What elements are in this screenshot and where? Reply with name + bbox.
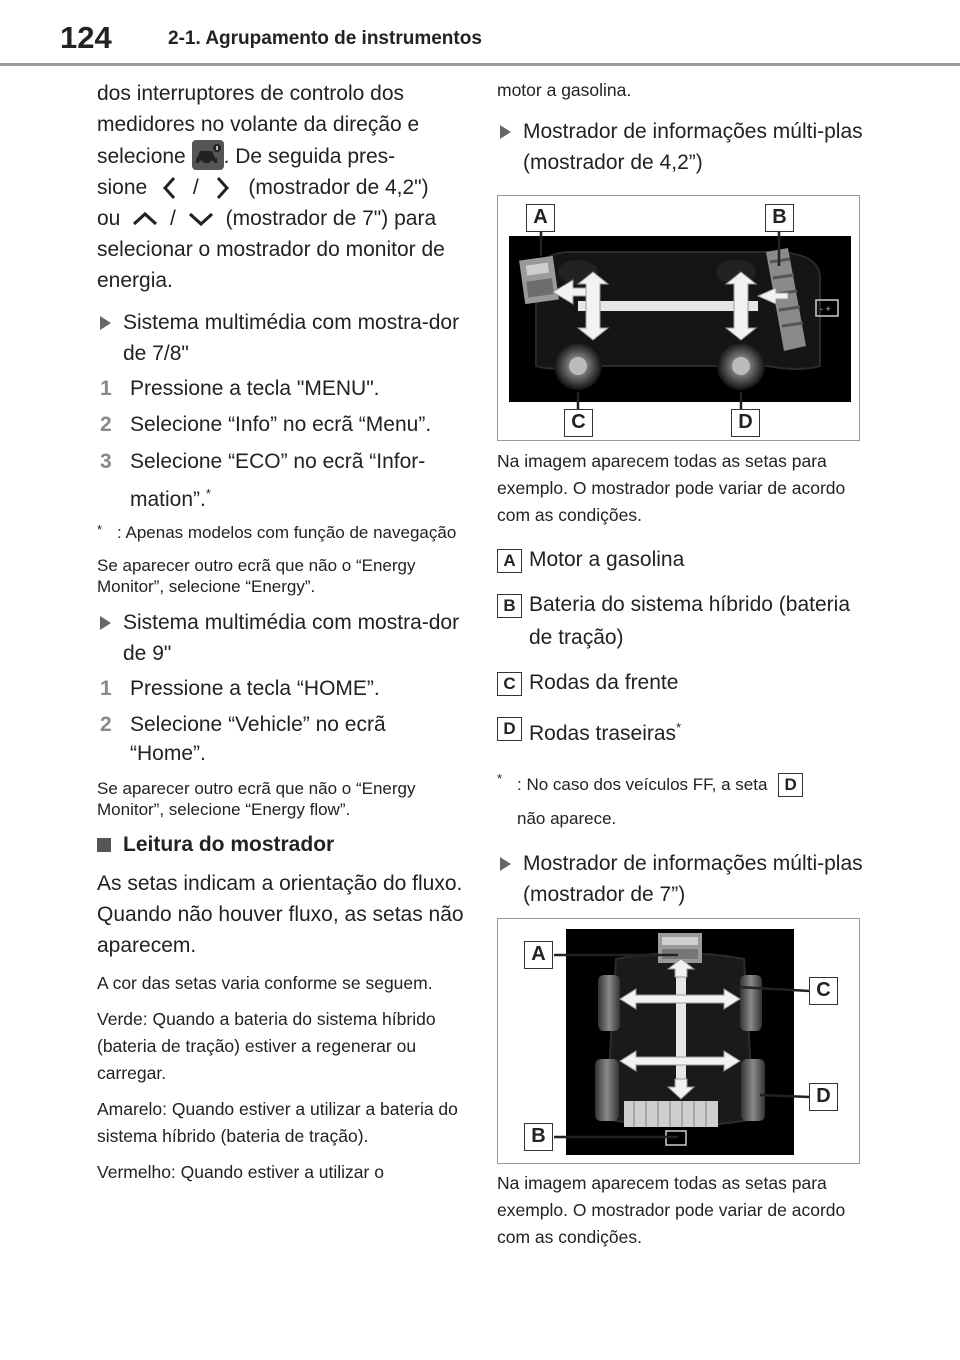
bullet-triangle-icon: [500, 125, 511, 139]
bullet-text: Mostrador de informações múlti-plas (mostrador de 4,2”): [523, 120, 863, 174]
para-flow-direction: As setas indicam a orientação do fluxo. Quando não houver fluxo, as setas não aparecem.: [97, 872, 464, 957]
intro-slash-2: /: [170, 207, 176, 230]
intro-text-3c: (mostrador de 4,2"): [248, 176, 429, 199]
step-item: [97, 446, 467, 516]
legend-key: A: [497, 549, 522, 573]
footnote-marker: *: [676, 720, 682, 735]
legend-text: Rodas da frente: [529, 671, 679, 694]
bullet-multimedia-9: [97, 607, 467, 669]
footnote-text: : No caso dos veículos FF, a seta: [517, 775, 768, 794]
footnote-star: *: [97, 522, 103, 537]
section-heading: [97, 830, 467, 860]
page-header: [0, 0, 960, 64]
intro-text-5: selecionar o mostrador do monitor de energia.: [97, 238, 445, 292]
legend-key: C: [497, 672, 522, 696]
intro-paragraph: [97, 78, 467, 296]
step-number: 2: [100, 413, 112, 436]
section-title: 2-1. Agrupamento de instrumentos: [168, 28, 482, 49]
figure2-label-d: D: [809, 1083, 838, 1111]
intro-slash-1: /: [192, 176, 199, 199]
step-text: Pressione a tecla “HOME”.: [130, 677, 380, 700]
heading-square-icon: [97, 838, 111, 852]
figure2-caption: Na imagem aparecem todas as setas para exemplo. O mostrador pode variar de acordo com as condições.: [497, 1173, 846, 1247]
footnote-marker: *: [205, 486, 211, 501]
note-energy-flow: Se aparecer outro ecrã que não o “Energy Monitor”, selecione “Energy flow”.: [97, 779, 416, 819]
intro-text-4c: (mostrador de 7") para: [225, 207, 437, 230]
legend-item-a: [497, 543, 867, 576]
bullet-text: Mostrador de informações múlti-plas (mostrador de 7”): [523, 852, 863, 906]
legend-item-b: [497, 588, 867, 654]
bullet-text: Sistema multimédia com mostra-dor de 9": [123, 611, 460, 665]
legend-text: Bateria do sistema híbrido (bateria de tração): [529, 593, 850, 649]
para-green: Verde: Quando a bateria do sistema híbrido (bateria de tração) estiver a regenerar ou carregar.: [97, 1009, 436, 1083]
intro-text-4a: ou: [97, 207, 121, 230]
chevron-left-icon: [157, 175, 183, 201]
step-text: Selecione “ECO” no ecrã “Infor-mation”.: [130, 450, 426, 511]
step-item: [97, 410, 467, 439]
legend-item-d: [497, 711, 867, 750]
note-energy-monitor: Se aparecer outro ecrã que não o “Energy Monitor”, selecione “Energy”.: [97, 556, 416, 596]
bullet-triangle-icon: [100, 316, 111, 330]
para-yellow: Amarelo: Quando estiver a utilizar a bateria do sistema híbrido (bateria de tração).: [97, 1099, 458, 1146]
step-text: Selecione “Vehicle” no ecrã “Home”.: [130, 713, 386, 765]
intro-text-3a: sione: [97, 176, 148, 199]
bullet-triangle-icon: [500, 857, 511, 871]
heading-text: Leitura do mostrador: [123, 833, 335, 856]
step-text: Selecione “Info” no ecrã “Menu”.: [130, 413, 432, 436]
right-column: [497, 74, 867, 178]
step-number: 1: [100, 377, 112, 400]
footnote-navigation: [97, 519, 467, 546]
para-arrow-colors: A cor das setas varia conforme se seguem.: [97, 973, 433, 993]
legend-text: Motor a gasolina: [529, 548, 685, 571]
figure-energy-monitor-7: [497, 918, 860, 1164]
footnote-text-2: não aparece.: [517, 809, 617, 828]
engine-icon: [658, 933, 702, 963]
para-red: Vermelho: Quando estiver a utilizar o: [97, 1162, 384, 1182]
steps-list-2: [97, 674, 467, 768]
step-number: 3: [100, 450, 112, 473]
figure2-label-a: A: [524, 941, 553, 969]
para-continued: motor a gasolina.: [497, 80, 632, 100]
bullet-text: Sistema multimédia com mostra-dor de 7/8": [123, 311, 460, 365]
chevron-down-icon: [186, 208, 216, 230]
car-info-icon: [192, 140, 224, 170]
left-column: [97, 74, 467, 1186]
footnote-star: *: [497, 771, 503, 786]
page-number: 124: [60, 20, 112, 55]
figure1-label-b: B: [765, 204, 794, 232]
figure2-label-c: C: [809, 977, 838, 1005]
chevron-right-icon: [209, 175, 235, 201]
legend-key: B: [497, 594, 522, 618]
step-number: 1: [100, 677, 112, 700]
energy-monitor-4-2-illustration: [498, 196, 861, 442]
footnote-ff-vehicles: [497, 768, 867, 836]
bullet-mid-4-2: [497, 116, 867, 178]
figure1-label-a: A: [526, 204, 555, 232]
step-item: [97, 674, 467, 703]
bullet-multimedia-7-8: [97, 307, 467, 369]
legend-item-c: [497, 666, 867, 699]
figure1-label-d: D: [731, 409, 760, 437]
chevron-up-icon: [130, 208, 160, 230]
intro-text-2: . De seguida pres-: [223, 145, 396, 168]
steps-list-1: [97, 374, 467, 516]
figure2-label-b: B: [524, 1123, 553, 1151]
bullet-triangle-icon: [100, 616, 111, 630]
legend-list: [497, 543, 867, 750]
legend-key: D: [497, 717, 522, 741]
step-text: Pressione a tecla "MENU".: [130, 377, 380, 400]
step-item: [97, 710, 467, 768]
step-number: 2: [100, 713, 112, 736]
bullet-mid-7: [497, 848, 867, 910]
figure-energy-monitor-4-2: [497, 195, 860, 441]
legend-text: Rodas traseiras: [529, 722, 677, 745]
engine-icon: [519, 256, 559, 304]
footnote-text: : Apenas modelos com função de navegação: [117, 523, 457, 542]
right-column-middle: [497, 448, 867, 910]
figure1-caption: Na imagem aparecem todas as setas para exemplo. O mostrador pode variar de acordo com as condições.: [497, 451, 846, 525]
footnote-key-d: D: [778, 773, 803, 797]
step-item: [97, 374, 467, 403]
header-rule: [0, 63, 960, 66]
intro-text-1: dos interruptores de controlo dos medidores no volante da direção e selecione: [97, 82, 420, 168]
svg-text:- +: - +: [820, 304, 831, 314]
figure1-label-c: C: [564, 409, 593, 437]
